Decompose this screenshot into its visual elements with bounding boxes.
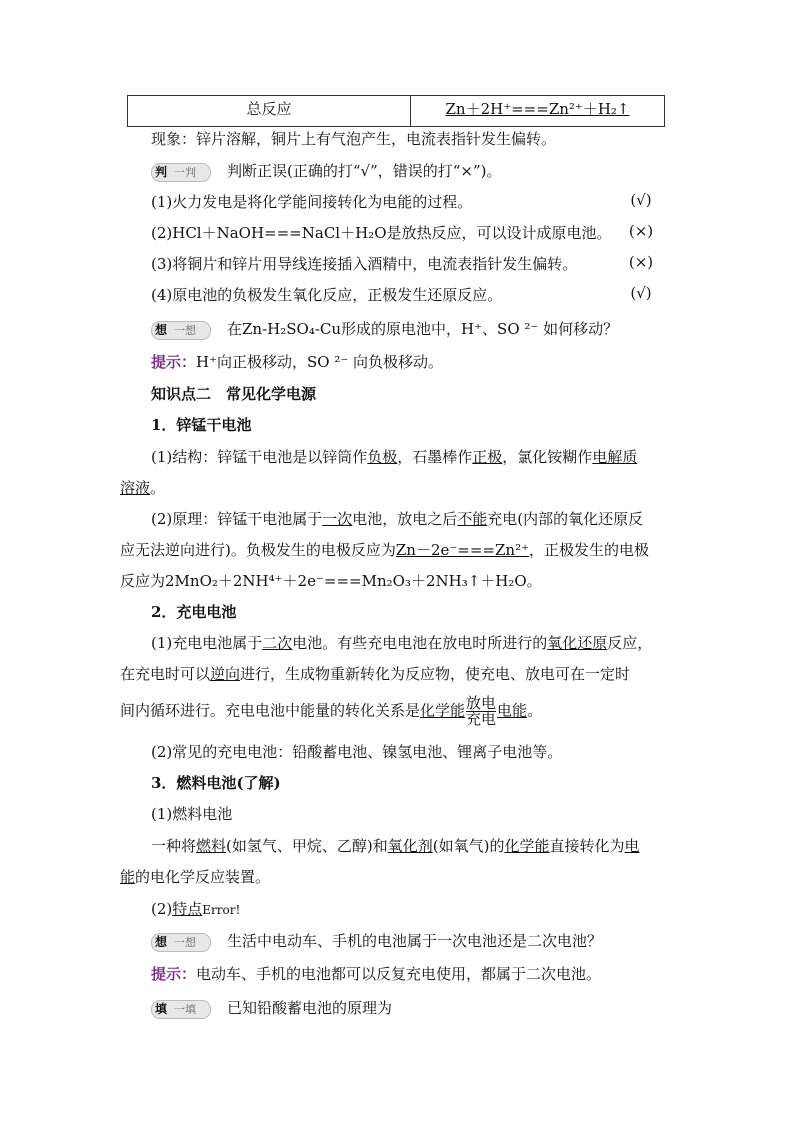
judge-mark-1: (√) bbox=[630, 191, 652, 209]
judge-instruction: 判断正误(正确的打“√”，错误的打“×”)。 bbox=[227, 162, 502, 180]
s3-p-line2: 能的电化学反应装置。 bbox=[120, 868, 271, 886]
s2-title: 2．充电电池 bbox=[151, 603, 237, 621]
fill-badge-icon: 填 一填 bbox=[151, 1000, 211, 1019]
s2-p1: (1)充电电池属于二次电池。有些充电电池在放电时所进行的氧化还原反应， bbox=[151, 634, 653, 652]
s1-p1: (1)结构：锌锰干电池是以锌筒作负极，石墨棒作正极，氯化铵糊作电解质 bbox=[151, 448, 638, 466]
s1-p2-line3: 反应为2MnO₂＋2NH⁴⁺＋2e⁻===Mn₂O₃＋2NH₃↑＋H₂O。 bbox=[120, 572, 542, 590]
table-value-cell: Zn＋2H⁺===Zn²⁺＋H₂↑ bbox=[445, 100, 630, 118]
think1-question: 在Zn-H₂SO₄-Cu形成的原电池中，H⁺、SO ²⁻ 如何移动？ bbox=[227, 320, 619, 338]
table-label-cell: 总反应 bbox=[128, 96, 411, 126]
s2-p1-line3: 间内循环进行。充电电池中能量的转化关系是化学能 $\frac{\text{放电}}{\text{充电}}$ 电能。 bbox=[120, 694, 543, 728]
think1-hint: 提示：H⁺向正极移动，SO ²⁻ 向负极移动。 bbox=[151, 353, 444, 371]
phenomenon-text: 现象：锌片溶解，铜片上有气泡产生，电流表指针发生偏转。 bbox=[151, 130, 557, 148]
judge-item-1: (1)火力发电是将化学能间接转化为电能的过程。 bbox=[151, 193, 473, 211]
think1-heading bbox=[151, 318, 711, 340]
s3-sub1: (1)燃料电池 bbox=[151, 805, 233, 823]
s1-p2: (2)原理：锌锰干电池属于一次电池，放电之后不能充电(内部的氧化还原反 bbox=[151, 510, 644, 528]
s3-sub2: (2)特点Error! bbox=[151, 900, 241, 918]
s3-p: 一种将燃料(如氢气、甲烷、乙醇)和氧化剂(如氧气)的化学能直接转化为电 bbox=[151, 837, 640, 855]
judge-heading bbox=[151, 160, 711, 182]
s3-title: 3．燃料电池(了解) bbox=[151, 774, 281, 792]
s1-p2-line2: 应无法逆向进行)。负极发生的电极反应为Zn－2e⁻===Zn²⁺，正极发生的电极 bbox=[120, 541, 650, 559]
judge-item-2: (2)HCl＋NaOH===NaCl＋H₂O是放热反应，可以设计成原电池。 bbox=[151, 224, 612, 242]
section2-title: 知识点二 常见化学电源 bbox=[151, 385, 317, 403]
think-badge-icon: 想 一想 bbox=[151, 321, 211, 340]
s2-p2: (2)常见的充电电池：铅酸蓄电池、镍氢电池、锂离子电池等。 bbox=[151, 743, 563, 761]
judge-mark-3: (×) bbox=[628, 253, 654, 271]
energy-conversion-fraction: $\frac{\text{放电}}{\text{充电}}$ bbox=[466, 694, 497, 728]
judge-badge-icon: 判 一判 bbox=[151, 163, 211, 182]
s1-p1-line2: 溶液。 bbox=[120, 479, 166, 497]
think2-heading bbox=[151, 930, 711, 952]
fill-heading bbox=[151, 997, 711, 1019]
judge-item-4: (4)原电池的负极发生氧化反应，正极发生还原反应。 bbox=[151, 286, 503, 304]
judge-mark-2: (×) bbox=[628, 222, 654, 240]
s1-title: 1．锌锰干电池 bbox=[151, 416, 252, 434]
think-badge-icon: 想 一想 bbox=[151, 933, 211, 952]
think2-question: 生活中电动车、手机的电池属于一次电池还是二次电池？ bbox=[227, 932, 603, 950]
reaction-table bbox=[127, 95, 665, 127]
judge-item-3: (3)将铜片和锌片用导线连接插入酒精中，电流表指针发生偏转。 bbox=[151, 255, 578, 273]
think2-hint: 提示：电动车、手机的电池都可以反复充电使用，都属于二次电池。 bbox=[151, 965, 602, 983]
s2-p1-line2: 在充电时可以逆向进行，生成物重新转化为反应物，使充电、放电可在一定时 bbox=[120, 665, 631, 683]
fill-text: 已知铅酸蓄电池的原理为 bbox=[227, 999, 393, 1017]
judge-mark-4: (√) bbox=[630, 284, 652, 302]
